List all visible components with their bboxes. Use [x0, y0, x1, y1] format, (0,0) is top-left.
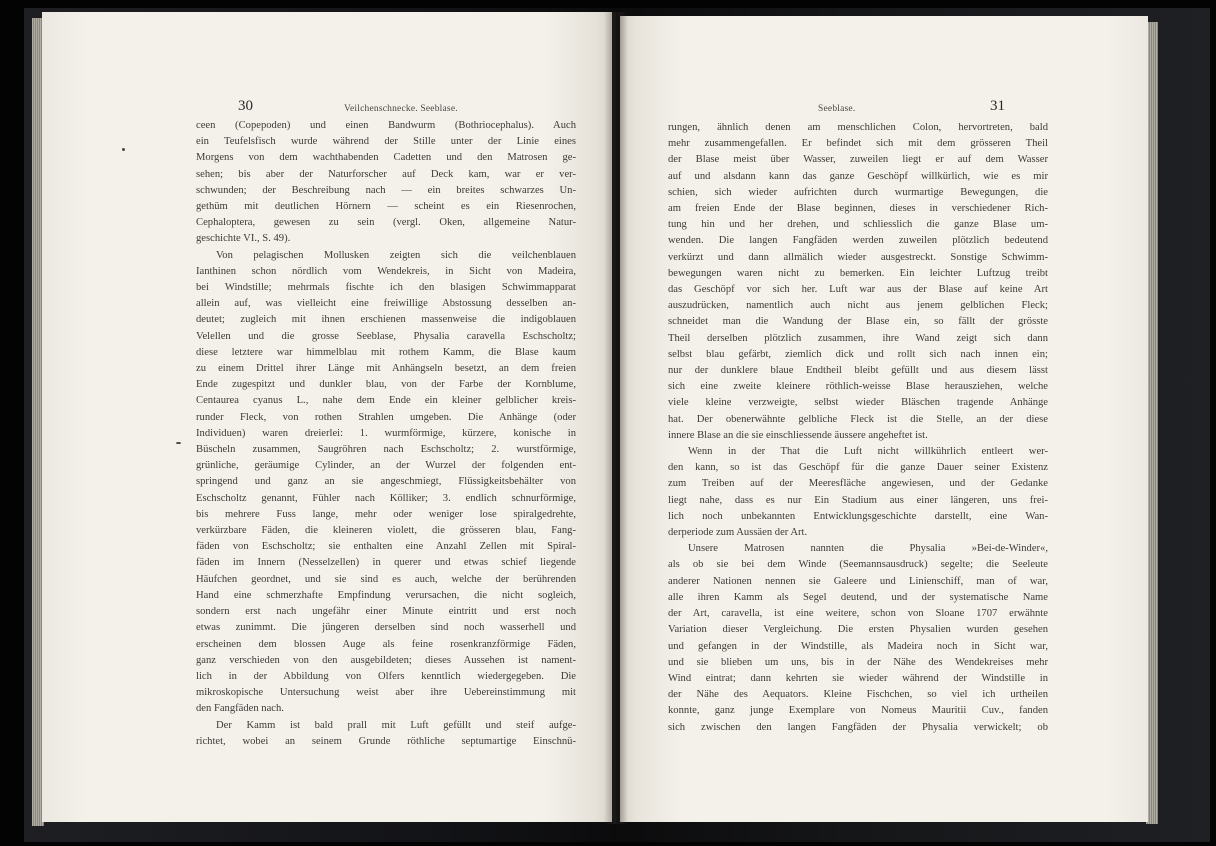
text-line: erscheinen dem blossen Auge als feine rosenkranzförmige Fäden,	[196, 638, 576, 650]
text-line: das Geschöpf vor sich her. Luft war aus der Blase auf keine Art	[668, 284, 1048, 296]
text-line: auf und alsdann kann das ganze Geschöpf willkürlich, wie es mir	[668, 170, 1048, 182]
text-line: schien, sich wieder aufrichten durch wurmartige Bewegungen, die	[668, 186, 1048, 198]
right-page-number: 31	[990, 98, 1005, 114]
text-line: derperiode zum Aussäen der Art.	[668, 527, 808, 539]
right-page-body	[668, 120, 1048, 736]
margin-speck	[176, 442, 181, 444]
text-line: Cephaloptera, gewesen zu sein (vergl. Oken, allgemeine Natur-	[196, 217, 576, 229]
text-line: Centaurea cyanus L., nahe dem Ende ein kleiner gelblicher kreis-	[196, 395, 576, 407]
text-line: verkürzt und dann allmälich wieder ausgestreckt. Sonstige Schwimm-	[668, 251, 1048, 263]
text-line: wenden. Die langen Fangfäden werden zuweilen plötzlich bedeutend	[668, 235, 1048, 247]
text-line: Wind eintrat; dann kehrten sie wieder während der Windstille in	[668, 672, 1048, 684]
text-line: sich eine zweite kleinere röthlich-weisse Blase herausziehen, welche	[668, 381, 1048, 393]
text-line: lich in der Abbildung von Olfers kenntlich wiedergegeben. Die	[196, 670, 576, 682]
text-line: anderer Nationen nennen sie Galeere und Linienschiff, man of war,	[668, 575, 1048, 587]
text-line: sehen; bis aber der Naturforscher auf Deck kam, war er ver-	[196, 168, 576, 180]
text-line: rungen, ähnlich denen am menschlichen Colon, hervortreten, bald	[668, 122, 1048, 133]
text-line: als ob sie bei dem Winde (Seemannsausdruck) segelte; die Seeleute	[668, 559, 1048, 571]
margin-speck	[122, 148, 125, 151]
right-running-head: Seeblase.	[818, 104, 856, 114]
text-line: Häufchen geordnet, und sie sind es auch, welche der berührenden	[196, 573, 576, 585]
text-line: und sie blieben um uns, bis in der Nähe des Wendekreises mehr	[668, 656, 1048, 668]
text-line: Eschscholtz genannt, Fühler nach Kölliker; 3. endlich schnurförmige,	[196, 492, 576, 504]
text-line: der Art, caravella, ist eine weitere, schon von Sloane 1707 erwähnte	[668, 608, 1048, 620]
left-page-body	[196, 118, 576, 750]
text-line: auszudrücken, namentlich auch nicht aus jenem gelblichen Fleck;	[668, 300, 1048, 312]
text-line: Der Kamm ist bald prall mit Luft gefüllt und steif aufge-	[216, 719, 576, 731]
text-line: Individuen) waren dreierlei: 1. wurmförmige, kürzere, konische in	[196, 427, 576, 439]
text-line: liegt nahe, dass es nur Ein Stadium aus einer längeren, uns frei-	[668, 494, 1048, 506]
text-line: zum Treiben auf der Meeresfläche angewiesen, und der Gedanke	[668, 478, 1048, 490]
text-line: Büscheln zusammen, Saugröhren nach Eschscholtz; 2. wurstförmige,	[196, 444, 576, 456]
text-line: Wenn in der That die Luft nicht willkührlich entleert wer-	[688, 446, 1048, 458]
text-line: deutet; zugleich mit ihnen erschienen massenweise die indigoblauen	[196, 314, 576, 326]
text-line: geschichte VI., S. 49).	[196, 233, 291, 245]
text-line: tung hin und her drehen, und schliesslich die ganze Blase um-	[668, 219, 1048, 231]
text-line: ceen (Copepoden) und einen Bandwurm (Bothriocephalus). Auch	[196, 120, 576, 131]
text-line: verkürzbare Fäden, die kleineren violett, die grösseren blau, Fang-	[196, 525, 576, 537]
book-gutter	[604, 12, 628, 824]
text-line: nur der dunklere blaue Endtheil bleibt gefüllt und aus diesem lässt	[668, 365, 1048, 377]
text-line: richtet, wobei an seinem Grunde röthliche septumartige Einschnü-	[196, 735, 576, 747]
text-line: grünliche, geräumige Cylinder, an der Wurzel der folgenden ent-	[196, 460, 576, 472]
text-line: konnte, ganz junge Exemplare von Nomeus Mauritii Cuv., fanden	[668, 705, 1048, 717]
text-line: Ende zugespitzt und dunkler blau, von der Farbe der Kornblume,	[196, 379, 576, 391]
text-line: alle ihren Kamm als Segel deutend, und der systematische Name	[668, 591, 1048, 603]
text-line: mehr zusammengefallen. Er befindet sich mit dem grösseren Theil	[668, 138, 1048, 150]
text-line: hat. Der obenerwähnte gelbliche Fleck ist die Stelle, an der diese	[668, 413, 1048, 425]
text-line: der Blase meist über Wasser, zuweilen liegt er auf dem Wasser	[668, 154, 1048, 166]
text-line: Theil derselben plötzlich zusammen, ihre Wand zeigt sich dann	[668, 332, 1048, 344]
text-line: springend und ganz an sie angeschmiegt, Flüssigkeitsbehälter von	[196, 476, 576, 488]
text-line: ein Teufelsfisch wurde während der Stille unter der Linie eines	[196, 136, 576, 148]
text-line: bis mehrere Fuss lange, mehr oder weniger lose spiralgedrehte,	[196, 508, 576, 520]
text-line: fäden von Eschscholtz; sie enthalten eine Anzahl Zellen mit Spiral-	[196, 541, 576, 553]
text-line: sondern erst nach ungefähr einer Minute eintritt und erst noch	[196, 606, 576, 618]
text-line: schneidet man die Wandung der Blase ein, so fällt der grösste	[668, 316, 1048, 328]
text-line: allein auf, was vielleicht eine freiwillige Abstossung desselben an-	[196, 298, 576, 310]
text-line: sich zwischen den langen Fangfäden der Physalia verwickelt; ob	[668, 721, 1048, 733]
text-line: den Fangfäden nach.	[196, 703, 284, 715]
left-page-number: 30	[238, 98, 253, 114]
text-line: lich noch unbekannten Entwicklungsgeschichte darstellt, eine Wan-	[668, 510, 1048, 522]
text-line: schwunden; der Beschreibung nach — ein breites schwarzes Un-	[196, 184, 576, 196]
text-line: Ianthinen schon nördlich vom Wendekreis, in Sicht von Madeira,	[196, 265, 576, 277]
text-line: Velellen und die grosse Seeblase, Physalia caravella Eschscholtz;	[196, 330, 576, 342]
text-line: bewegungen waren nicht zu bemerken. Ein leichter Luftzug treibt	[668, 267, 1048, 279]
text-line: den kann, so ist das Geschöpf für die ganze Dauer seiner Existenz	[668, 462, 1048, 474]
text-line: Morgens von dem wachthabenden Cadetten und den Matrosen ge-	[196, 152, 576, 164]
text-line: innere Blase an die sie einschliessende äussere angeheftet ist.	[668, 429, 928, 441]
left-running-head: Veilchenschnecke. Seeblase.	[344, 104, 458, 114]
text-line: zu einem Drittel ihrer Länge mit Anhängseln besetzt, an dem freien	[196, 363, 576, 375]
text-line: der Nähe des Aequators. Kleine Fischchen, so viel ich urtheilen	[668, 689, 1048, 701]
text-line: Hand eine schmerzhafte Empfindung verursachen, die nicht sogleich,	[196, 589, 576, 601]
text-line: mikroskopische Untersuchung weist aber ihre Uebereinstimmung mit	[196, 687, 576, 699]
text-line: selbst blau gefärbt, ziemlich dick und rollt sich nach innen ein;	[668, 348, 1048, 360]
text-line: viele kleine verzweigte, selbst wieder Bläschen tragende Anhänge	[668, 397, 1048, 409]
text-line: Unsere Matrosen nannten die Physalia »Bei-de-Winder«,	[688, 543, 1048, 555]
text-line: runder Fleck, von rothen Strahlen umgeben. Die Anhänge (oder	[196, 411, 576, 423]
text-line: fäden im Innern (Nesselzellen) in querer und etwas schief liegende	[196, 557, 576, 569]
text-line: bei Windstille; mehrmals fischte ich den blasigen Schwimmapparat	[196, 282, 576, 294]
text-line: etwas zunimmt. Die jüngeren derselben sind noch wasserhell und	[196, 622, 576, 634]
text-line: Von pelagischen Mollusken zeigten sich die veilchenblauen	[216, 249, 576, 261]
text-line: diese letztere war himmelblau mit rothem Kamm, die Blase kaum	[196, 346, 576, 358]
text-line: Variation dieser Vergleichung. Die ersten Physalien wurden gesehen	[668, 624, 1048, 636]
text-line: und gefangen in der Windstille, als Madeira noch in Sicht war,	[668, 640, 1048, 652]
text-line: ganz verschieden von den ausgebildeten; dieses Aussehen ist nament-	[196, 654, 576, 666]
text-line: am freien Ende der Blase beginnen, dieses in verschiedener Rich-	[668, 203, 1048, 215]
text-line: gethüm mit deutlichen Hörnern — scheint es ein Riesenrochen,	[196, 201, 576, 213]
